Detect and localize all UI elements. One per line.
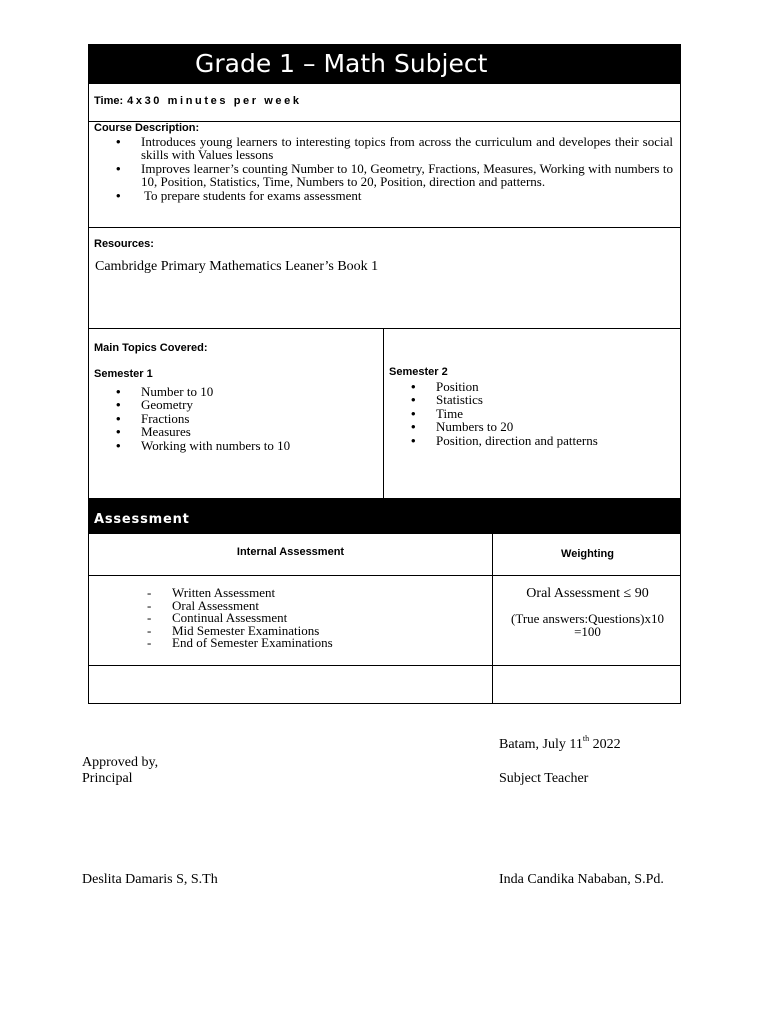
list-item: • Fractions bbox=[141, 412, 290, 425]
list-item: • Geometry bbox=[141, 398, 290, 411]
empty-row bbox=[89, 665, 680, 703]
dash-marker: - bbox=[147, 610, 152, 626]
course-description-list bbox=[141, 135, 673, 203]
teacher-name: Inda Candika Nababan, S.Pd. bbox=[499, 872, 664, 887]
principal-name: Deslita Damaris S, S.Th bbox=[82, 872, 218, 887]
subject-teacher-title: Subject Teacher bbox=[499, 771, 589, 786]
main-topics-label: Main Topics Covered: bbox=[94, 342, 208, 354]
resources-value: Cambridge Primary Mathematics Leaner’s Book 1 bbox=[95, 259, 379, 274]
list-item: • Improves learner’s counting Number to 10, Geometry, Fractions, Measures, Working with numbers to 10, Position, Statistics, Time, Numbers to 20, Position, direction and patterns. bbox=[141, 162, 673, 188]
time-value: 4x30 minutes per week bbox=[127, 95, 302, 107]
assessment-column-headers bbox=[89, 533, 680, 575]
dash-marker: - bbox=[147, 597, 152, 613]
weighting-formula bbox=[493, 612, 682, 638]
place-date-text: Batam, July 11 bbox=[499, 737, 583, 752]
dash-marker: - bbox=[147, 622, 152, 638]
list-item-text: Mid Semester Examinations bbox=[172, 622, 320, 638]
list-item: • Number to 10 bbox=[141, 385, 290, 398]
internal-assessment-list bbox=[147, 585, 333, 651]
date-superscript: th bbox=[582, 734, 590, 743]
weighting-formula-line: (True answers:Questions)x10 bbox=[511, 611, 664, 626]
principal-title: Principal bbox=[82, 771, 133, 786]
course-description-label: Course Description: bbox=[94, 122, 200, 134]
weighting-oral: Oral Assessment ≤ 90 bbox=[526, 586, 649, 601]
time-label: Time: bbox=[94, 95, 124, 107]
list-item-text: Written Assessment bbox=[172, 585, 276, 600]
list-item: • Working with numbers to 10 bbox=[141, 439, 290, 452]
list-item: • Statistics bbox=[436, 393, 598, 406]
list-item bbox=[147, 635, 333, 651]
approved-by: Approved by, bbox=[82, 755, 159, 770]
list-item: • Measures bbox=[141, 425, 290, 438]
assessment-body-row bbox=[89, 575, 680, 665]
semester-2-cell bbox=[384, 329, 680, 498]
time-field bbox=[94, 95, 302, 107]
semester-2-label: Semester 2 bbox=[389, 366, 448, 378]
column-divider bbox=[492, 666, 493, 703]
list-item: • Position, direction and patterns bbox=[436, 434, 598, 447]
main-topics-section bbox=[89, 328, 680, 498]
list-item: • Position bbox=[436, 380, 598, 393]
internal-assessment-header: Internal Assessment bbox=[236, 546, 345, 558]
date-year: 2022 bbox=[589, 737, 621, 752]
time-row bbox=[89, 83, 680, 121]
page-title: Grade 1 – Math Subject bbox=[89, 45, 680, 83]
semester-1-label: Semester 1 bbox=[94, 368, 153, 380]
semester-2-list bbox=[436, 380, 598, 447]
dash-marker: - bbox=[147, 635, 152, 651]
list-item-text: Oral Assessment bbox=[172, 597, 260, 613]
course-description-section bbox=[89, 121, 680, 227]
weighting-header: Weighting bbox=[561, 548, 614, 560]
weighting-formula-result: =100 bbox=[574, 624, 601, 639]
resources-label: Resources: bbox=[94, 238, 154, 250]
place-date bbox=[499, 734, 621, 753]
list-item-text: End of Semester Examinations bbox=[172, 635, 333, 651]
dash-marker: - bbox=[147, 585, 152, 600]
list-item: • Time bbox=[436, 407, 598, 420]
list-item: • To prepare students for exams assessment bbox=[141, 189, 673, 202]
list-item: • Numbers to 20 bbox=[436, 420, 598, 433]
semester-1-list bbox=[141, 385, 290, 452]
semester-1-cell bbox=[89, 329, 384, 498]
list-item: • Introduces young learners to interesting topics from across the curriculum and developes their social skills with Values lessons bbox=[141, 135, 673, 161]
list-item-text: Continual Assessment bbox=[172, 610, 288, 626]
syllabus-table bbox=[88, 44, 681, 704]
assessment-header: Assessment bbox=[89, 498, 680, 533]
resources-section bbox=[89, 227, 680, 328]
